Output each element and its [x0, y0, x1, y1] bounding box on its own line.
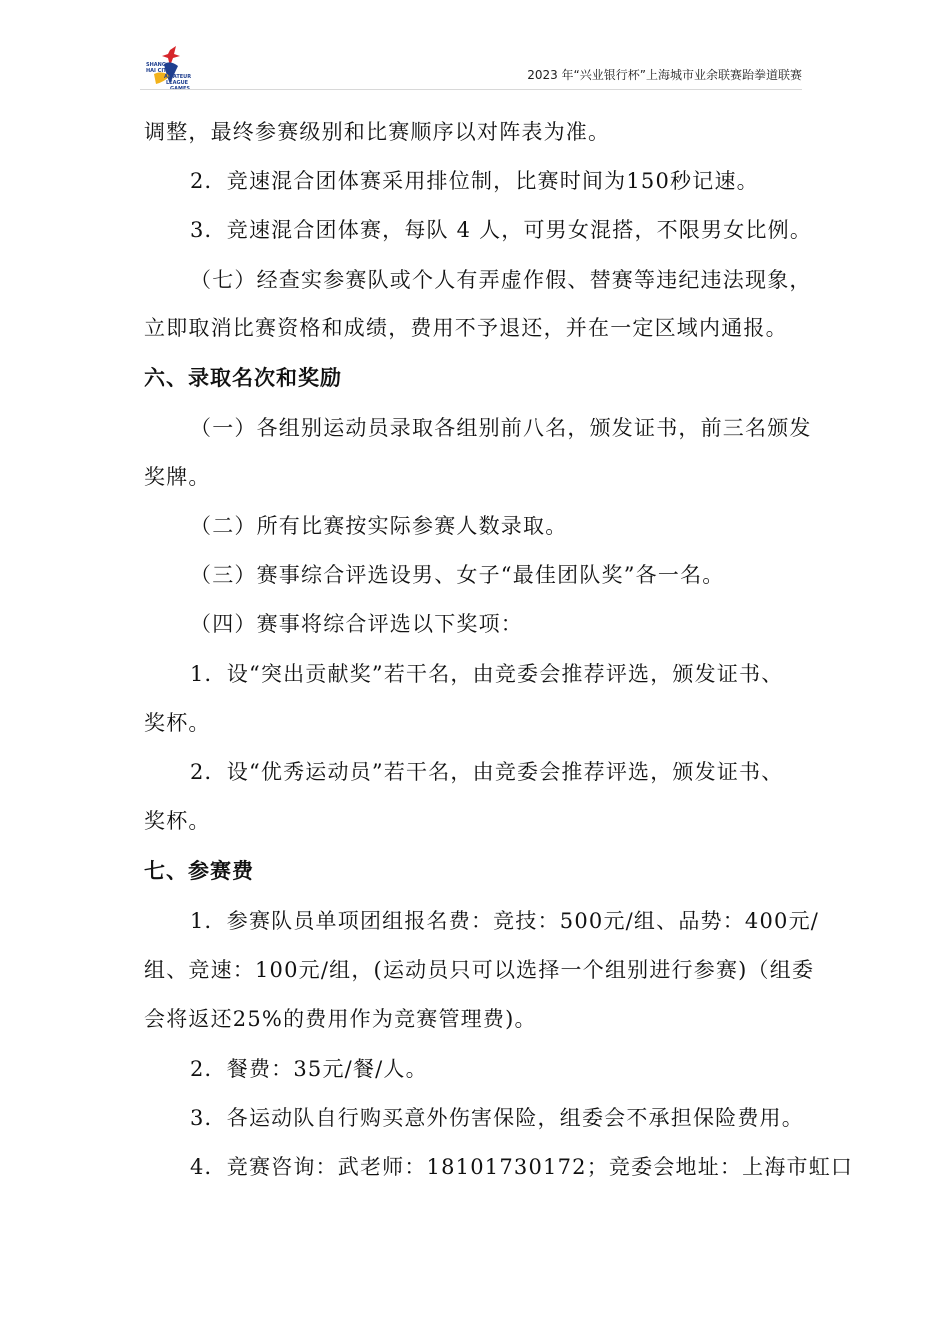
paragraph-line: （四）赛事将综合评选以下奖项：	[190, 612, 523, 636]
paragraph-line: 组、竞速：100元/组，(运动员只可以选择一个组别进行参赛)（组委	[144, 958, 815, 982]
header-divider	[140, 89, 802, 90]
paragraph-line: 立即取消比赛资格和成绩，费用不予退还，并在一定区域内通报。	[144, 316, 788, 340]
paragraph-line: （一）各组别运动员录取各组别前八名，颁发证书，前三名颁发	[190, 416, 812, 440]
paragraph-line: 奖杯。	[144, 711, 211, 735]
svg-text:LEAGUE: LEAGUE	[166, 80, 189, 86]
paragraph-line: 3．各运动队自行购买意外伤害保险，组委会不承担保险费用。	[190, 1106, 804, 1130]
paragraph-line: （二）所有比赛按实际参赛人数录取。	[190, 514, 568, 538]
page-header	[140, 44, 802, 102]
paragraph-line: 1．参赛队员单项团组报名费：竞技：500元/组、品势：400元/	[190, 909, 820, 933]
paragraph-line: 2．餐费：35元/餐/人。	[190, 1057, 428, 1081]
paragraph-line: 2．设“优秀运动员”若干名，由竞委会推荐评选，颁发证书、	[190, 760, 784, 784]
svg-text:AMATEUR: AMATEUR	[164, 74, 192, 80]
paragraph-line: 会将返还25%的费用作为竞赛管理费)。	[144, 1007, 537, 1031]
league-logo	[140, 44, 200, 100]
paragraph-line: 4．竞赛咨询：武老师：18101730172；竞委会地址：上海市虹口	[190, 1155, 854, 1179]
paragraph-line: （三）赛事综合评选设男、女子“最佳团队奖”各一名。	[190, 563, 725, 587]
paragraph-line: （七）经查实参赛队或个人有弄虚作假、替赛等违纪违法现象，	[190, 268, 812, 292]
paragraph-line: 奖牌。	[144, 465, 211, 489]
paragraph-line: 2．竞速混合团体赛采用排位制，比赛时间为150秒记速。	[190, 169, 759, 193]
league-logo-icon	[140, 44, 200, 100]
svg-text:SHANG: SHANG	[146, 62, 166, 68]
svg-text:HAI CITY: HAI CITY	[146, 68, 171, 74]
section-heading: 七、参赛费	[144, 859, 254, 883]
paragraph-line: 3．竞速混合团体赛，每队 4 人，可男女混搭，不限男女比例。	[190, 218, 813, 242]
header-title: 2023 年“兴业银行杯”上海城市业余联赛跆拳道联赛	[527, 68, 802, 82]
paragraph-line: 1．设“突出贡献奖”若干名，由竞委会推荐评选，颁发证书、	[190, 662, 784, 686]
paragraph-line: 奖杯。	[144, 809, 211, 833]
paragraph-line: 调整，最终参赛级别和比赛顺序以对阵表为准。	[144, 120, 611, 144]
section-heading: 六、录取名次和奖励	[144, 366, 342, 390]
